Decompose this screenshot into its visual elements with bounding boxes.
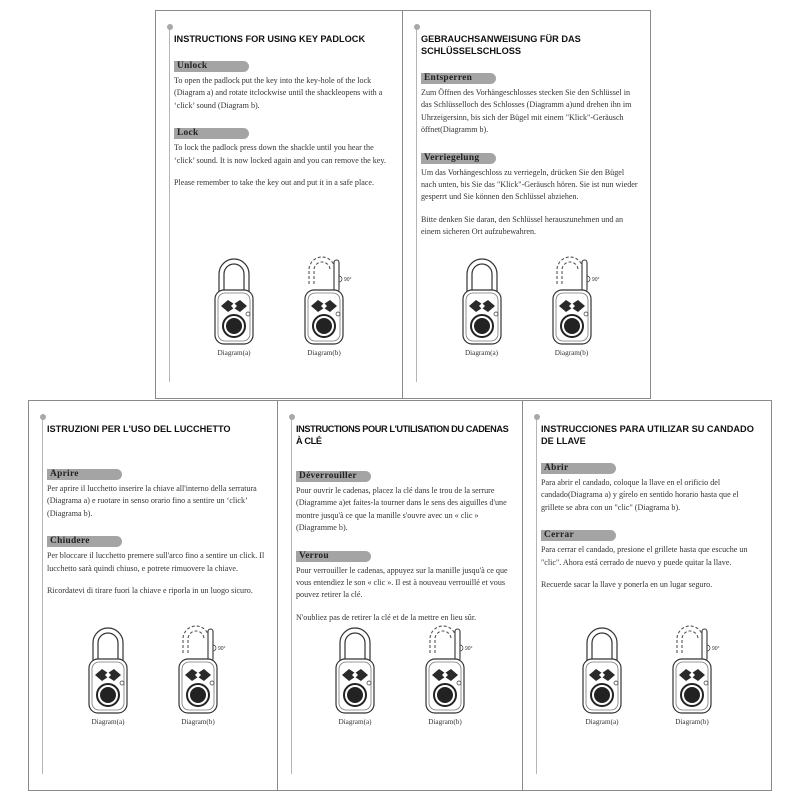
padlock-locked-icon: [209, 254, 259, 346]
section-heading: Verriegelung: [421, 153, 496, 164]
instruction-panel-italian: [28, 400, 278, 791]
diagram-b-label: Diagram(b): [307, 349, 341, 357]
panel-title: INSTRUCTIONS FOR USING KEY PADLOCK: [174, 34, 366, 44]
diagram-b: [547, 254, 600, 357]
section-text: Pour ouvrir le cadenas, placez la clé dans le trou de la serrure (Diagramme a)et faites-la tourner dans le sens des aiguilles d'une montre jusqu'à ce que la manille s'ouvre avec un « clic » (Diagramme b).: [296, 486, 507, 533]
padlock-locked-icon: [457, 254, 507, 346]
diagrams: [278, 623, 522, 726]
diagram-a-label: Diagram(a): [217, 349, 251, 357]
section-heading: Cerrar: [541, 530, 616, 541]
diagram-a: [209, 254, 259, 357]
instruction-panel-french: [277, 400, 523, 791]
diagram-b: [299, 254, 352, 357]
section-heading: Abrir: [541, 463, 616, 474]
diagram-b-label: Diagram(b): [554, 349, 589, 357]
diagrams: [403, 254, 650, 357]
panel-title: GEBRAUCHSANWEISUNG FÜR DAS SCHLÜSSELSCHLOSS: [421, 34, 581, 56]
diagram-a: [330, 623, 380, 726]
diagram-b-label: Diagram(b): [675, 718, 709, 726]
padlock-open-icon: [667, 623, 720, 715]
reminder-note: Bitte denken Sie daran, den Schlüssel herauszunehmen und an einem sicheren Ort aufzubewahren.: [421, 214, 624, 237]
diagram-a-label: Diagram(a): [91, 718, 125, 726]
section-text: Um das Vorhängeschloss zu verriegeln, drücken Sie den Bügel nach unten, bis Sie das "Klick"-Geräusch hören. Sie ist nun wieder gesperrt und Sie können den Schlüssel abziehen.: [421, 167, 638, 202]
section-text: Per aprire il lucchetto inserire la chiave all'interno della serratura (Diagrama a) e ruotare in senso orario fino a sentire un ‘click’ (Diagrama b).: [47, 484, 257, 518]
section-text: To lock the padlock press down the shackle until you hear the ‘click’ sound. It is now locked again and you can remove the key.: [174, 143, 386, 165]
diagrams: [29, 623, 277, 726]
diagram-a: [83, 623, 133, 726]
section-0: [296, 465, 510, 535]
panel-content: [421, 33, 638, 239]
diagram-b: [420, 623, 473, 726]
section-0: [421, 67, 638, 137]
angle-label: 90°: [218, 646, 226, 652]
diagram-a-label: Diagram(a): [338, 718, 372, 726]
instruction-panel-german: [402, 10, 651, 399]
section-heading: Aprire: [47, 469, 122, 480]
diagram-a-label: Diagram(a): [464, 349, 499, 357]
section-1: [174, 122, 390, 167]
section-1: [421, 147, 638, 204]
section-1: [296, 545, 510, 602]
section-0: [174, 55, 390, 112]
section-heading: Unlock: [174, 61, 249, 72]
diagrams: [523, 623, 771, 726]
section-text: Per bloccare il lucchetto premere sull'arco fino a sentire un click. Il lucchetto sarà quindi chiuso, e potrete rimuovere la chiave.: [47, 551, 265, 573]
diagrams: [156, 254, 402, 357]
angle-label: 90°: [465, 646, 473, 652]
padlock-open-icon: [299, 254, 352, 346]
padlock-open-icon: [420, 623, 473, 715]
padlock-open-icon: [547, 254, 600, 346]
panel-content: [174, 33, 390, 189]
section-text: Para abrir el candado, coloque la llave en el orificio del candado(Diagrama a) y gírelo en sentido horario hasta que el grillete se abra con un "clic" (Diagrama b).: [541, 478, 739, 512]
diagram-a-label: Diagram(a): [585, 718, 619, 726]
reminder-note: Recuerde sacar la llave y ponerla en un lugar seguro.: [541, 580, 713, 590]
padlock-locked-icon: [330, 623, 380, 715]
section-heading: Déverrouiller: [296, 471, 371, 482]
reminder-note: Ricordatevi di tirare fuori la chiave e riporla in un luogo sicuro.: [47, 586, 253, 596]
angle-label: 90°: [712, 646, 720, 652]
diagram-b-label: Diagram(b): [181, 718, 215, 726]
section-0: [47, 463, 265, 520]
reminder-note: Please remember to take the key out and put it in a safe place.: [174, 178, 375, 188]
section-0: [541, 457, 759, 514]
section-text: Zum Öffnen des Vorhängeschlosses stecken Sie den Schlüssel in das Schlüsselloch des Schlosses (Diagramm a)und drehen ihn im Uhrzeigersinn, bis sich der Bügel mit einem "Klick"-Geräusch öffnet(Diagramm b).: [421, 88, 632, 135]
section-1: [541, 524, 759, 569]
panel-content: [47, 423, 265, 597]
section-heading: Lock: [174, 128, 249, 139]
section-text: Pour verrouiller le cadenas, appuyez sur la manille jusqu'à ce que vous entendiez le son « clic ». Il est à nouveau verrouillé et vous pouvez retirer la clé.: [296, 565, 508, 600]
panel-content: [296, 423, 510, 624]
section-heading: Verrou: [296, 551, 371, 562]
padlock-open-icon: [173, 623, 226, 715]
padlock-locked-icon: [83, 623, 133, 715]
diagram-b: [173, 623, 226, 726]
panel-title: ISTRUZIONI PER L'USO DEL LUCCHETTO: [47, 424, 231, 434]
section-text: To open the padlock put the key into the key-hole of the lock (Diagram a) and rotate itclockwise until the shackleopens with a ‘click’ sound (Diagram b).: [174, 76, 383, 110]
panel-title: INSTRUCCIONES PARA UTILIZAR SU CANDADO DE LLAVE: [541, 424, 754, 446]
panel-content: [541, 423, 759, 591]
diagram-a: [577, 623, 627, 726]
section-text: Para cerrar el candado, presione el grillete hasta que escuche un "clic". Ahora está cerrado de nuevo y puede quitar la llave.: [541, 545, 748, 567]
section-heading: Chiudere: [47, 536, 122, 547]
instruction-panel-english: [155, 10, 403, 399]
diagram-a: [457, 254, 507, 357]
section-heading: Entsperren: [421, 73, 496, 84]
diagram-b: [667, 623, 720, 726]
instruction-panel-spanish: [522, 400, 772, 791]
angle-label: 90°: [344, 277, 352, 283]
panel-title: INSTRUCTIONS POUR L'UTILISATION DU CADENAS À CLÉ: [296, 424, 509, 446]
reminder-note: N'oubliez pas de retirer la clé et de la mettre en lieu sûr.: [296, 612, 477, 622]
padlock-locked-icon: [577, 623, 627, 715]
angle-label: 90°: [591, 277, 600, 283]
diagram-b-label: Diagram(b): [428, 718, 462, 726]
section-1: [47, 530, 265, 575]
